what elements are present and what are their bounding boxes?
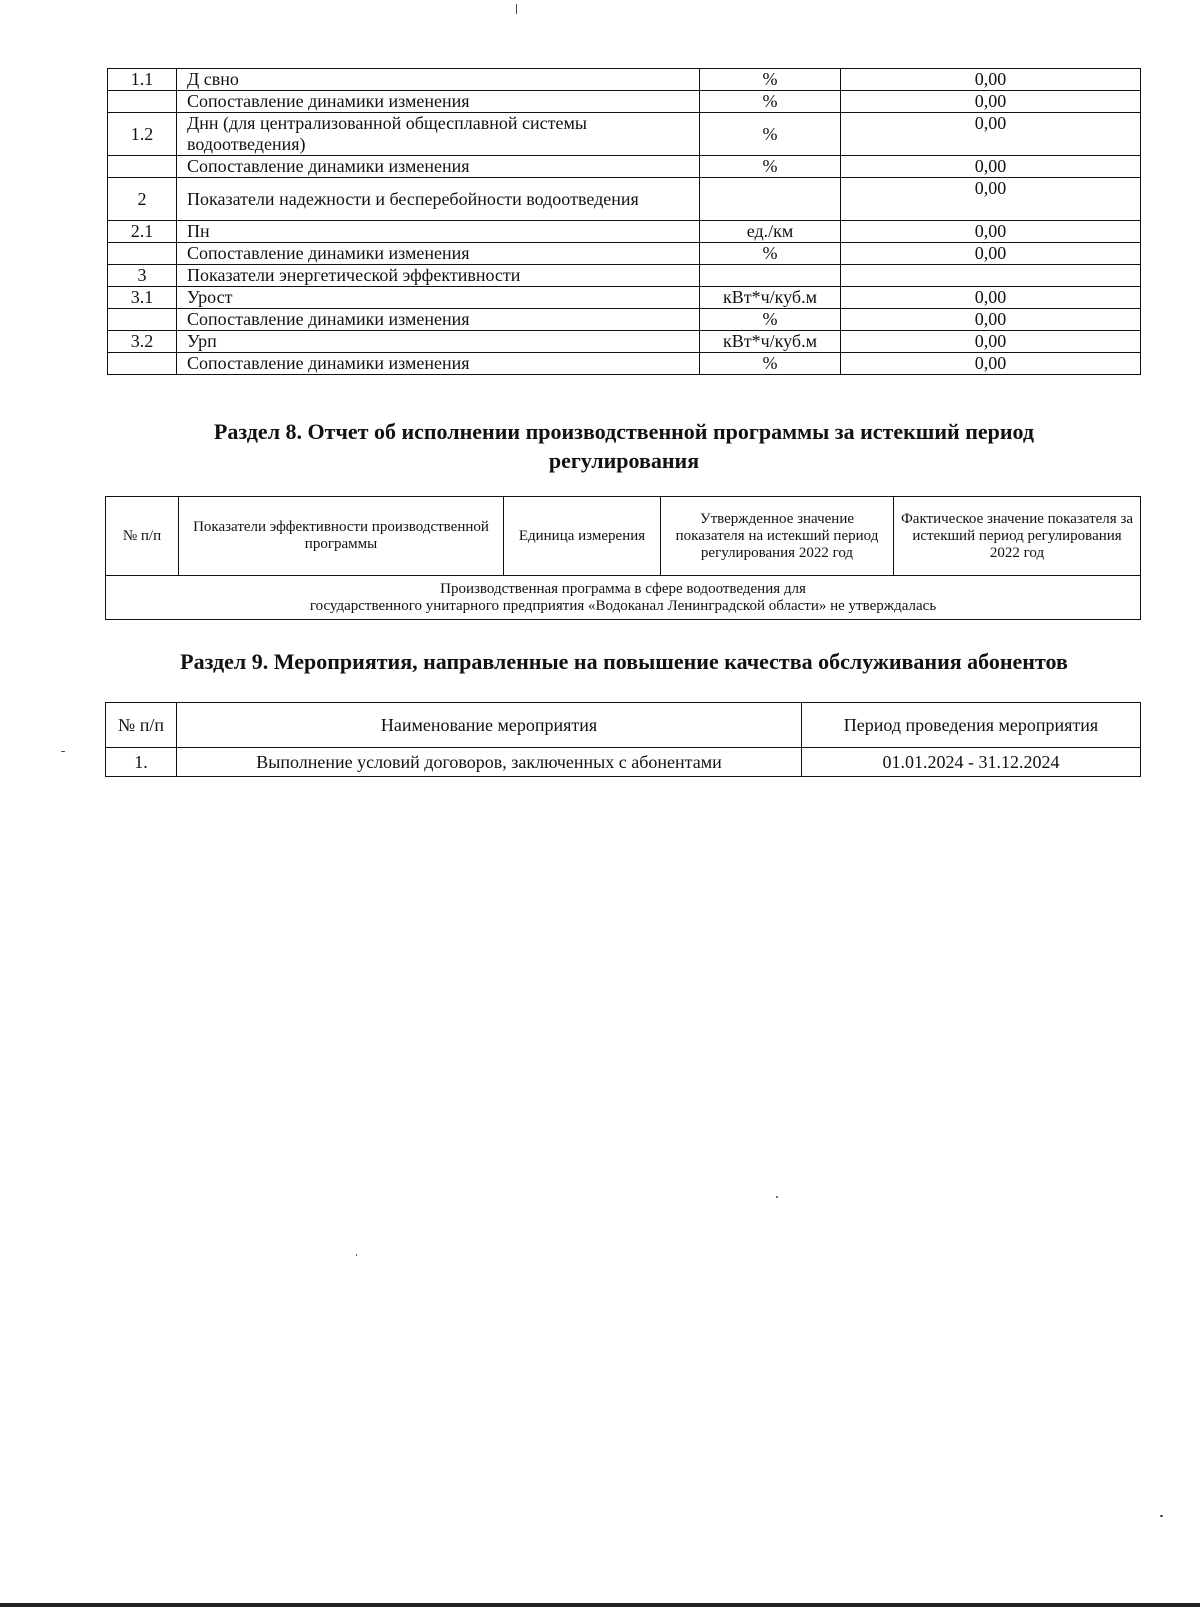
indicator-unit: [700, 265, 841, 287]
scan-speck: [776, 1196, 778, 1198]
table-row: [108, 265, 1141, 287]
indicator-unit: %: [700, 353, 841, 375]
indicator-num: [108, 309, 177, 331]
indicator-name: Урост: [177, 287, 700, 309]
indicator-num: [108, 91, 177, 113]
indicators-table-body: [108, 69, 1141, 375]
measure-name: Выполнение условий договоров, заключенных с абонентами: [177, 748, 802, 777]
indicator-num: 3: [108, 265, 177, 287]
indicator-num: 3.2: [108, 331, 177, 353]
indicator-name: Пн: [177, 221, 700, 243]
indicator-value: 0,00: [841, 178, 1141, 221]
header-measure-name: Наименование мероприятия: [177, 703, 802, 748]
indicator-name: Сопоставление динамики изменения: [177, 91, 700, 113]
indicator-name: Днн (для централизованной общесплавной системы водоотведения): [177, 113, 700, 156]
indicator-unit: [700, 178, 841, 221]
header-num: № п/п: [106, 497, 179, 576]
indicator-name: Сопоставление динамики изменения: [177, 309, 700, 331]
measure-period: 01.01.2024 - 31.12.2024: [802, 748, 1141, 777]
table-row: [106, 576, 1141, 620]
indicator-name: Сопоставление динамики изменения: [177, 353, 700, 375]
indicator-unit: %: [700, 69, 841, 91]
indicator-unit: %: [700, 309, 841, 331]
indicator-num: 3.1: [108, 287, 177, 309]
indicator-unit: %: [700, 113, 841, 156]
scan-speck: [1160, 1515, 1163, 1517]
table-header-row: [106, 497, 1141, 576]
table-row: [108, 331, 1141, 353]
indicator-unit: кВт*ч/куб.м: [700, 331, 841, 353]
merged-text-line2: государственного унитарного предприятия «Водоканал Ленинградской области» не утверждалась: [309, 597, 937, 614]
table-row: [108, 243, 1141, 265]
indicator-num: [108, 353, 177, 375]
production-program-report-table: [105, 496, 1141, 620]
indicator-name: Сопоставление динамики изменения: [177, 156, 700, 178]
table-row: [108, 287, 1141, 309]
header-indicator: Показатели эффективности производственной программы: [179, 497, 504, 576]
table-row: [108, 113, 1141, 156]
table-row: [106, 748, 1141, 777]
section-8-title-line1: Раздел 8. Отчет об исполнении производственной программы за истекший период: [213, 419, 1035, 444]
program-not-approved-cell: [106, 576, 1141, 620]
indicator-name: Показатели энергетической эффективности: [177, 265, 700, 287]
indicator-value: [841, 265, 1141, 287]
table-row: [108, 353, 1141, 375]
indicator-value: 0,00: [841, 331, 1141, 353]
customer-service-measures-table: [105, 702, 1141, 777]
section-9-title: Раздел 9. Мероприятия, направленные на повышение качества обслуживания абонентов: [180, 649, 1068, 674]
indicator-value: 0,00: [841, 309, 1141, 331]
indicator-num: [108, 243, 177, 265]
indicators-table: [107, 68, 1141, 375]
table-row: [108, 91, 1141, 113]
header-unit: Единица измерения: [504, 497, 661, 576]
header-num: № п/п: [106, 703, 177, 748]
indicator-unit: ед./км: [700, 221, 841, 243]
indicator-value: 0,00: [841, 221, 1141, 243]
scan-speck: [516, 4, 517, 14]
indicator-num: 2.1: [108, 221, 177, 243]
indicator-value: 0,00: [841, 287, 1141, 309]
indicator-value: 0,00: [841, 353, 1141, 375]
indicator-value: 0,00: [841, 69, 1141, 91]
header-approved-value: Утвержденное значение показателя на истекший период регулирования 2022 год: [661, 497, 894, 576]
indicator-name: Д свно: [177, 69, 700, 91]
indicator-value: 0,00: [841, 243, 1141, 265]
indicator-unit: %: [700, 243, 841, 265]
indicator-num: 1.1: [108, 69, 177, 91]
indicator-name: Урп: [177, 331, 700, 353]
scan-bottom-edge: [0, 1603, 1200, 1607]
indicator-unit: кВт*ч/куб.м: [700, 287, 841, 309]
indicator-value: 0,00: [841, 91, 1141, 113]
indicator-value: 0,00: [841, 156, 1141, 178]
merged-text-line1: Производственная программа в сфере водоотведения для: [440, 580, 806, 597]
table-row: [108, 69, 1141, 91]
scan-speck: [61, 751, 65, 752]
header-actual-value: Фактическое значение показателя за истекший период регулирования 2022 год: [894, 497, 1141, 576]
header-period: Период проведения мероприятия: [802, 703, 1141, 748]
table-row: [108, 156, 1141, 178]
indicator-unit: %: [700, 91, 841, 113]
table-row: [108, 221, 1141, 243]
section-8-title-line2: регулирования: [548, 448, 700, 473]
table-row: [108, 178, 1141, 221]
scan-speck: [356, 1254, 357, 1256]
indicator-value: 0,00: [841, 113, 1141, 156]
indicator-num: 1.2: [108, 113, 177, 156]
indicator-name: Сопоставление динамики изменения: [177, 243, 700, 265]
table-header-row: [106, 703, 1141, 748]
indicator-name: Показатели надежности и бесперебойности водоотведения: [177, 178, 700, 221]
indicator-num: [108, 156, 177, 178]
indicator-num: 2: [108, 178, 177, 221]
table-row: [108, 309, 1141, 331]
indicator-unit: %: [700, 156, 841, 178]
measure-num: 1.: [106, 748, 177, 777]
section-8-title: [100, 417, 1148, 475]
